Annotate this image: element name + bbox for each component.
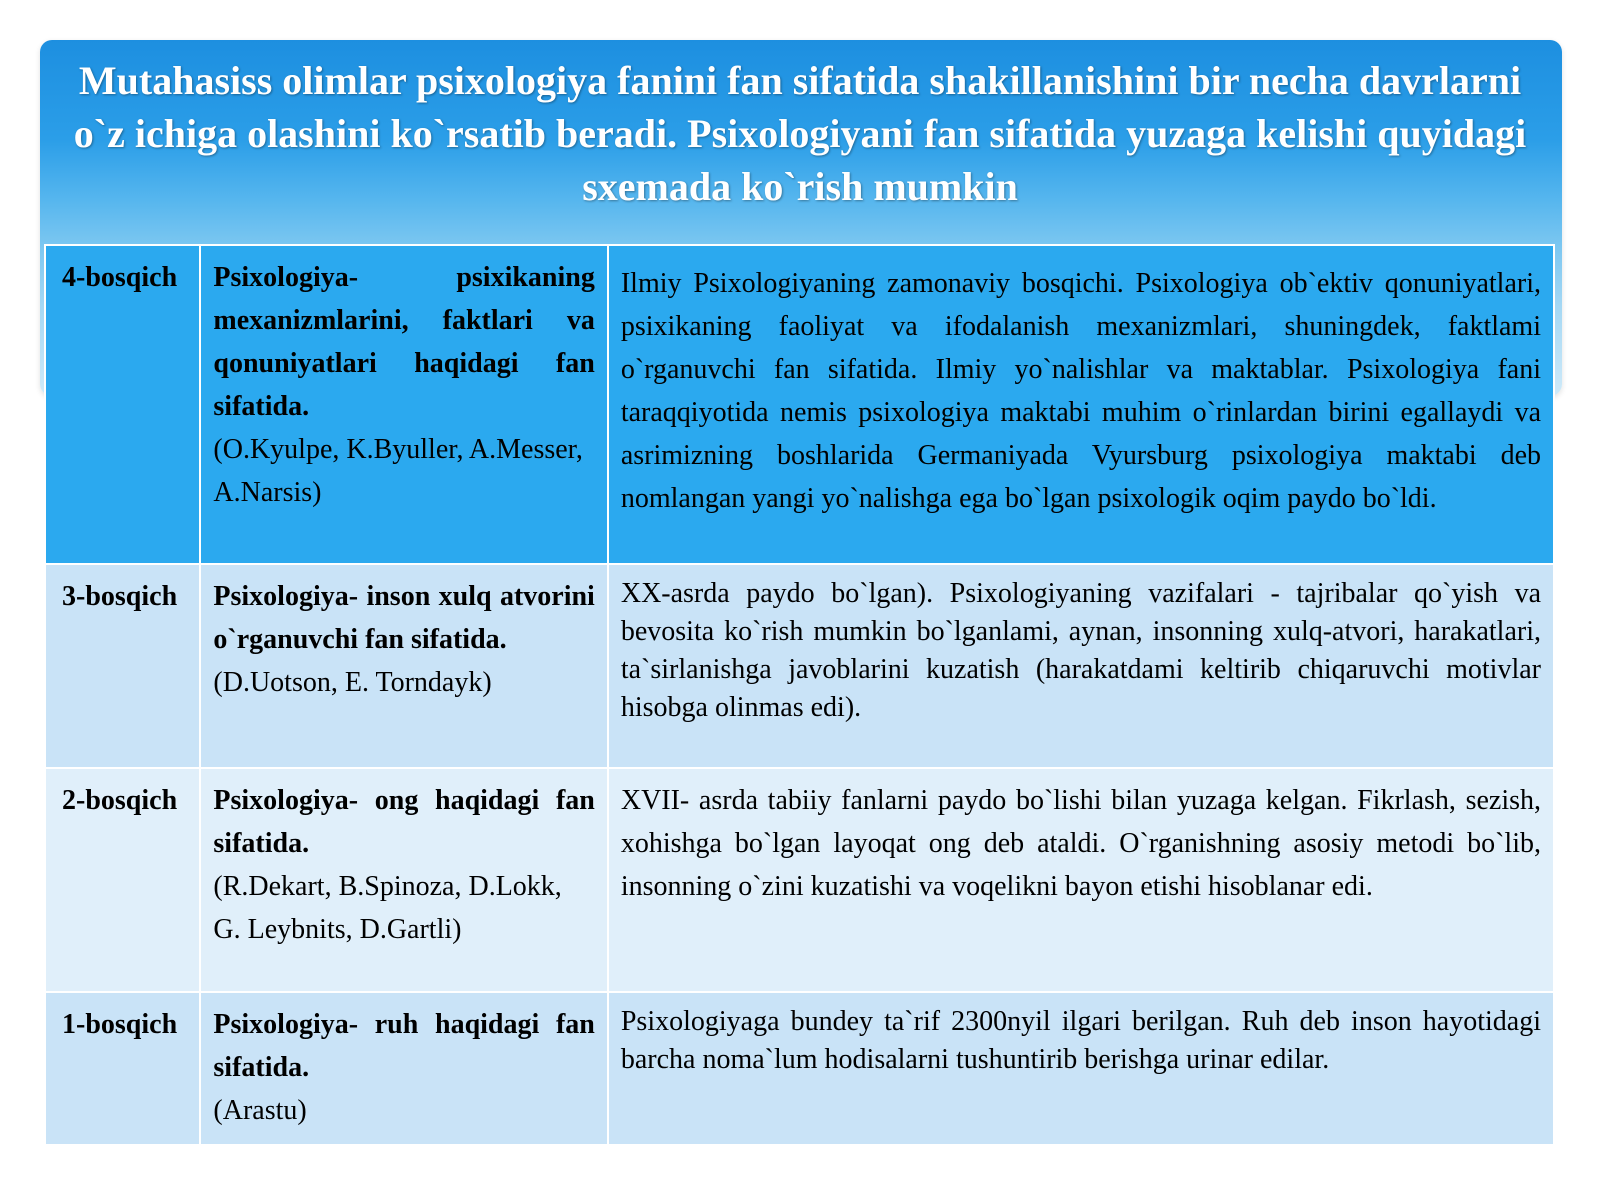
stage-label: 3-bosqich [62, 581, 178, 612]
stage-label-cell [45, 245, 200, 564]
stages-table [44, 244, 1555, 1146]
stage-authors: (D.Uotson, E. Torndayk) [213, 667, 492, 698]
stage-row-1 [45, 992, 1554, 1145]
slide-title: Mutahasiss olimlar psixologiya fanini fan sifatida shakillanishini bir necha davrlarni o`z ichiga olashini ko`rsatib beradi. Psixologiyani fan sifatida yuzaga kelishi quyidagi sxemada ko`rish mumkin [73, 58, 1527, 209]
stage-description: Psixologiyaga bundey ta`rif 2300nyil ilgari berilgan. Ruh deb inson hayotidagi barcha noma`lum hodisalarni tushuntirib berishga urinar edilar. [620, 1006, 1541, 1075]
stage-heading: Psixologiya- psixikaning mexanizmlarini, faktlari va qonuniyatlari haqidagi fan sifatida. [213, 262, 595, 422]
stage-row-4 [45, 245, 1554, 564]
stage-authors: (Arastu) [213, 1095, 307, 1126]
stage-label-cell [45, 768, 200, 992]
stage-heading: Psixologiya- ruh haqidagi fan sifatida. [213, 1009, 595, 1083]
stage-row-3 [45, 564, 1554, 768]
stage-authors: (O.Kyulpe, K.Byuller, A.Messer, A.Narsis) [213, 434, 583, 508]
stage-title-cell [200, 992, 607, 1145]
stage-authors: (R.Dekart, B.Spinoza, D.Lokk, G. Leybnits, D.Gartli) [213, 871, 562, 945]
stage-label-cell [45, 564, 200, 768]
stage-title-cell [200, 564, 607, 768]
stage-heading: Psixologiya- ong haqidagi fan sifatida. [213, 785, 595, 859]
stage-description-cell [608, 992, 1554, 1145]
stage-description-cell [608, 245, 1554, 564]
stage-label-cell [45, 992, 200, 1145]
stage-label: 4-bosqich [62, 262, 178, 293]
stage-title-cell [200, 245, 607, 564]
stage-description: XVII- asrda tabiiy fanlarni paydo bo`lishi bilan yuzaga kelgan. Fikrlash, sezish, xohishga bo`lgan layoqat ong deb ataldi. O`rganishning asosiy metodi bo`lib, insonning o`zini kuzatishi va voqelikni bayon etishi hisoblanar edi. [620, 785, 1541, 902]
stage-heading: Psixologiya- inson xulq atvorini o`rganuvchi fan sifatida. [213, 581, 595, 655]
stage-title-cell [200, 768, 607, 992]
stage-description-cell [608, 564, 1554, 768]
stage-label: 2-bosqich [62, 785, 178, 816]
stage-label: 1-bosqich [62, 1009, 178, 1040]
stage-description: Ilmiy Psixologiyaning zamonaviy bosqichi. Psixologiya ob`ektiv qonuniyatlari, psixikaning faoliyat va ifodalanish mexanizmlari, shuningdek, faktlami o`rganuvchi fan sifatida. Ilmiy yo`nalishlar va maktablar. Psixologiya fani taraqqiyotida nemis psixologiya maktabi muhim o`rinlardan birini egallaydi va asrimizning boshlarida Germaniyada Vyursburg psixologiya maktabi deb nomlangan yangi yo`nalishga ega bo`lgan psixologik oqim paydo bo`ldi. [620, 268, 1541, 514]
stage-description-cell [608, 768, 1554, 992]
stage-row-2 [45, 768, 1554, 992]
stage-description: XX-asrda paydo bo`lgan). Psixologiyaning vazifalari - tajribalar qo`yish va bevosita ko`rish mumkin bo`lganlami, aynan, insonning xulq-atvori, harakatlari, ta`sirlanishga javoblarini kuzatish (harakatdami keltirib chiqaruvchi motivlar hisobga olinmas edi). [620, 578, 1541, 723]
